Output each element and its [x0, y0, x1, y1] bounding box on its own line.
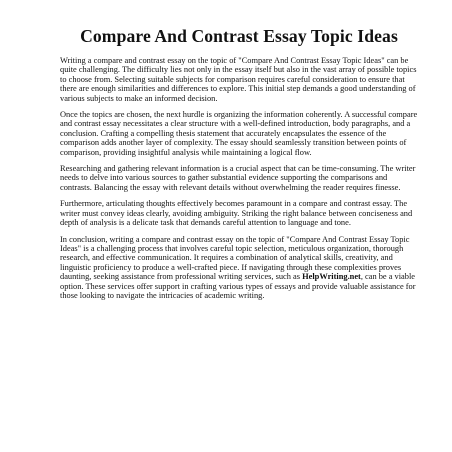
paragraph-intro: Writing a compare and contrast essay on the topic of "Compare And Contrast Essay Topic Ideas" can be quite challenging. The difficulty lies not only in the essay itself but also in the vast array of possible topics to choose from. Selecting suitable subjects for comparison requires careful consideration to ensure that there are enough similarities and differences to explore. This initial step demands a good understanding of various subjects to make an informed decision.: [60, 56, 417, 103]
helpwriting-link[interactable]: HelpWriting.net: [302, 272, 361, 282]
paragraph-conclusion: [60, 235, 418, 301]
document-title: Compare And Contrast Essay Topic Ideas: [80, 26, 398, 46]
conclusion-text-before-link: In conclusion, writing a compare and contrast essay on the topic of "Compare And Contrast Essay Topic Ideas" is a challenging process that involves careful topic selection, meticulous organization, thorough research, and effective communication. It requires a combination of analytical skills, creativity, and linguistic proficiency to produce a well-crafted piece. If navigating through these complexities proves daunting, seeking assistance from professional writing services, such as: [60, 234, 410, 282]
conclusion-text-after-link: , can be a viable option. These services offer support in crafting various types of essays and provide valuable assistance for those looking to navigate the intricacies of academic writing.: [60, 272, 416, 300]
paragraph-organization: Once the topics are chosen, the next hurdle is organizing the information coherently. A successful compare and contrast essay necessitates a clear structure with a well-defined introduction, body paragraphs, and a conclusion. Crafting a compelling thesis statement that accurately encapsulates the essence of the comparison adds another layer of complexity. The essay should seamlessly transition between points of comparison, providing insightful analysis while maintaining a logical flow.: [60, 110, 418, 157]
paragraph-articulation: Furthermore, articulating thoughts effectively becomes paramount in a compare and contrast essay. The writer must convey ideas clearly, avoiding ambiguity. Striking the right balance between conciseness and depth of analysis is a delicate task that demands careful attention to language and tone.: [60, 199, 413, 228]
paragraph-research: Researching and gathering relevant information is a crucial aspect that can be time-consuming. The writer needs to delve into various sources to gather substantial evidence supporting the comparisons and contrasts. Balancing the essay with relevant details without overwhelming the reader requires finesse.: [60, 164, 416, 192]
